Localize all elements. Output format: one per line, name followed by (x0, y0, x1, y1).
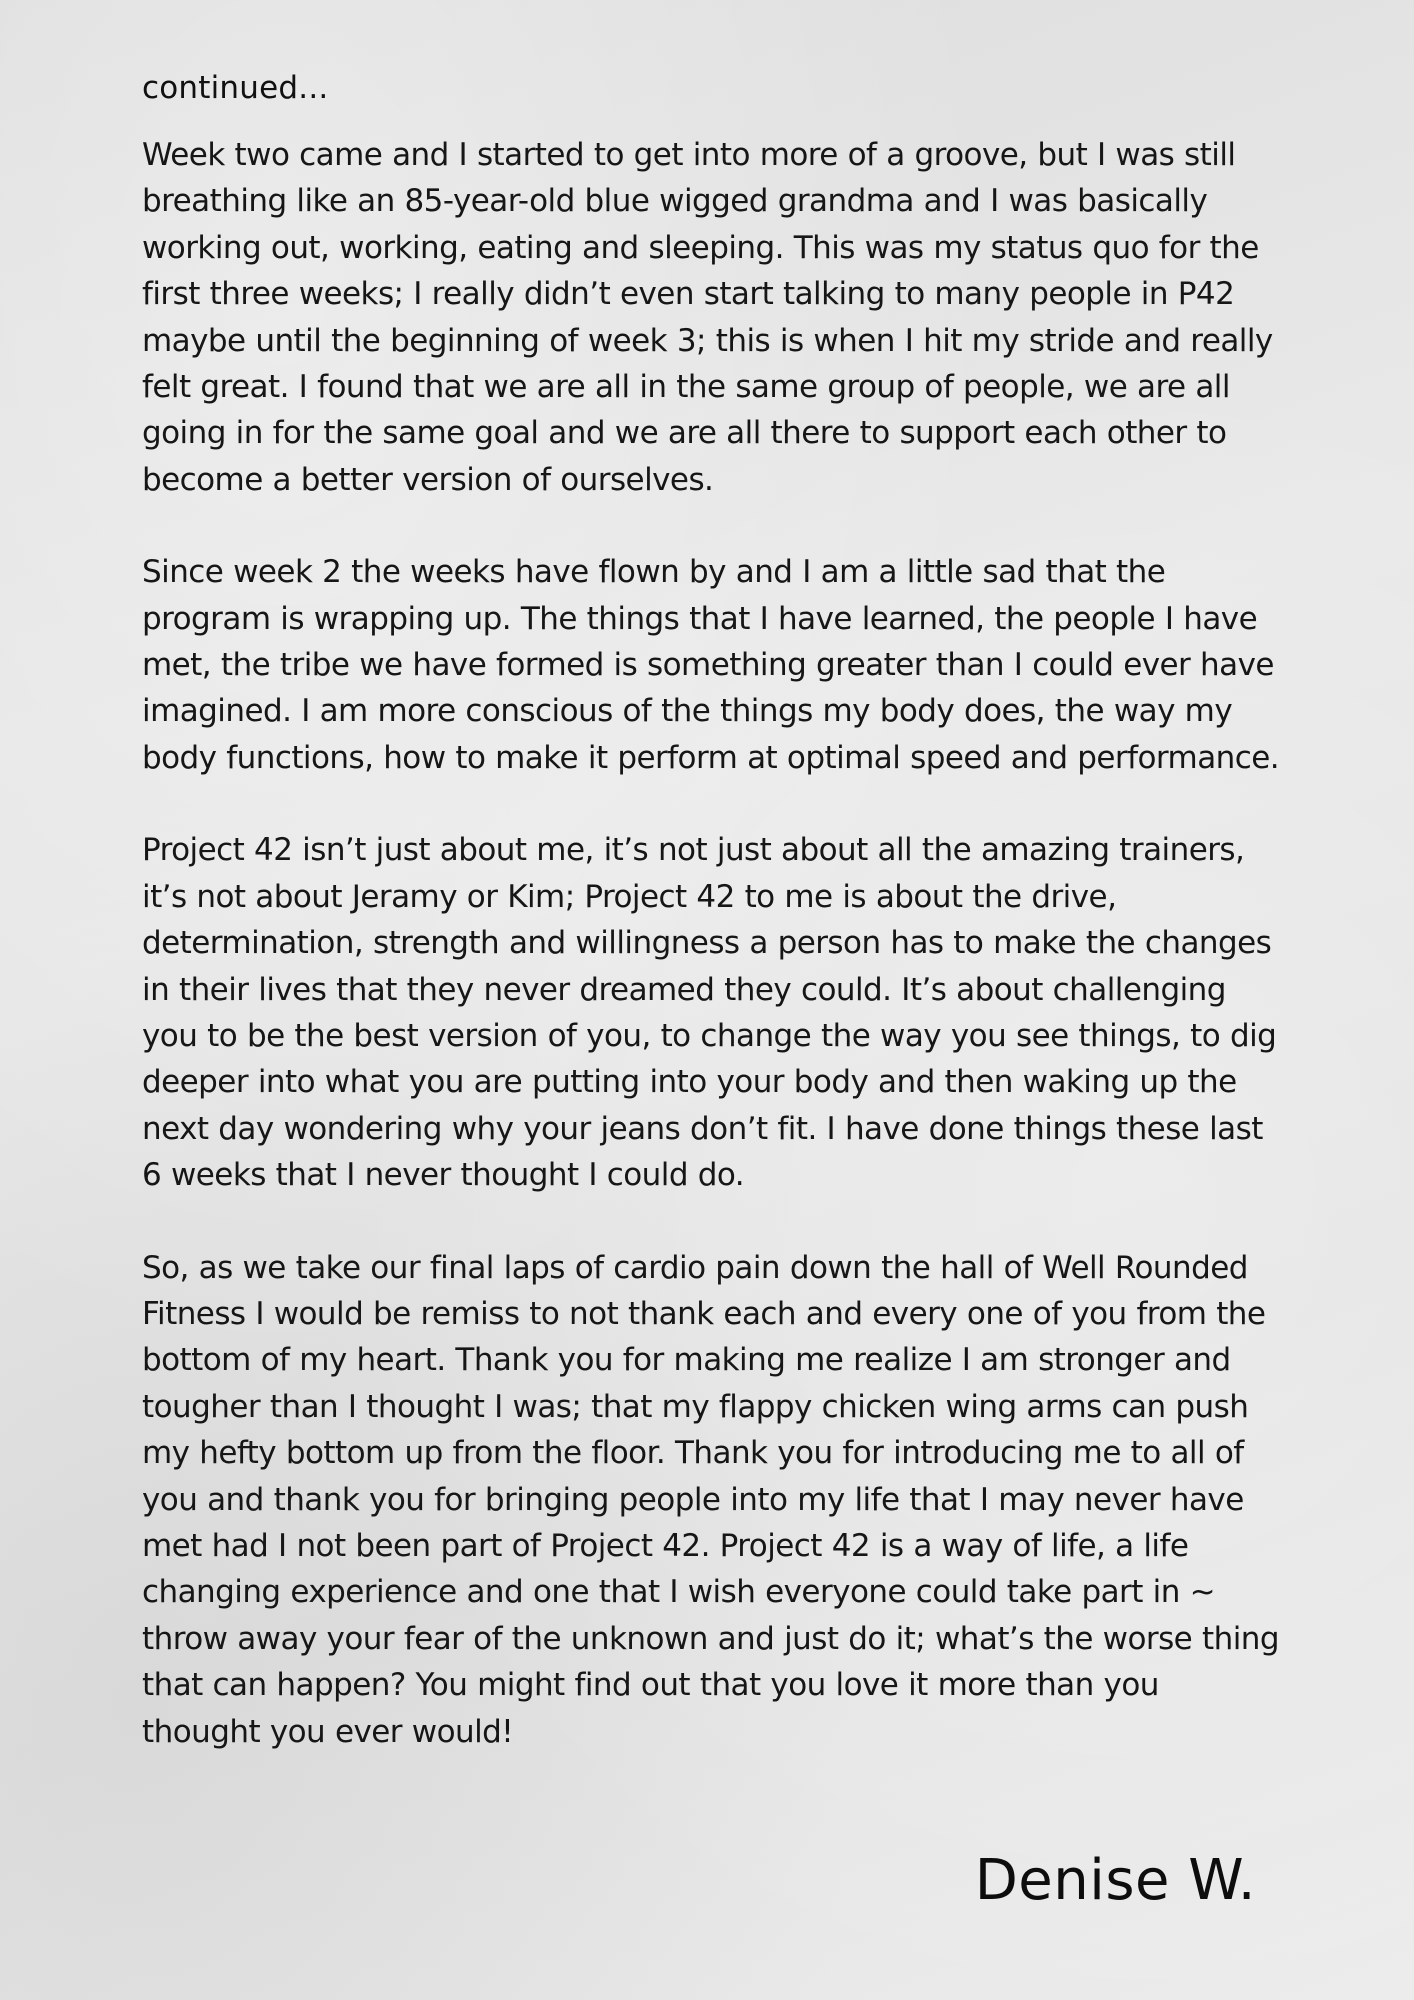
continued-heading: continued... (142, 70, 329, 106)
paragraph-since-week-two: Since week 2 the weeks have flown by and I am a little sad that the program is wrapping up. The things that I have learned, the people I have met, the tribe we have formed is something greater than I could ever have imagined. I am more conscious of the things my body does, the way my body functions, how to make it perform at optimal speed and performance. (142, 554, 1280, 776)
letter-body (142, 70, 1282, 1801)
paragraph-thank-you: So, as we take our final laps of cardio pain down the hall of Well Rounded Fitness I would be remiss to not thank each and every one of you from the bottom of my heart. Thank you for making me realize I am stronger and tougher than I thought I was; that my flappy chicken wing arms can push my hefty bottom up from the floor. Thank you for introducing me to all of you and thank you for bringing people into my life that I may never have met had I not been part of Project 42. Project 42 is a way of life, a life changing experience and one that I wish everyone could take part in ~ throw away your fear of the unknown and just do it; what’s the worse thing that can happen? You might find out that you love it more than you thought you ever would! (142, 1249, 1279, 1750)
signature: Denise W. (974, 1848, 1256, 1913)
paragraph-week-two: Week two came and I started to get into more of a groove, but I was still breathing like an 85-year-old blue wigged grandma and I was basically working out, working, eating and sleeping. This was my status quo for the first three weeks; I really didn’t even start talking to many people in P42 maybe until the beginning of week 3; this is when I hit my stride and really felt great. I found that we are all in the same group of people, we are all going in for the same goal and we are all there to support each other to become a better version of ourselves. (142, 137, 1273, 498)
paragraph-project-42: Project 42 isn’t just about me, it’s not just about all the amazing trainers, it’s not about Jeramy or Kim; Project 42 to me is about the drive, determination, strength and willingness a person has to make the changes in their lives that they never dreamed they could. It’s about challenging you to be the best version of you, to change the way you see things, to dig deeper into what you are putting into your body and then waking up the next day wondering why your jeans don’t fit. I have done things these last 6 weeks that I never thought I could do. (142, 832, 1277, 1194)
